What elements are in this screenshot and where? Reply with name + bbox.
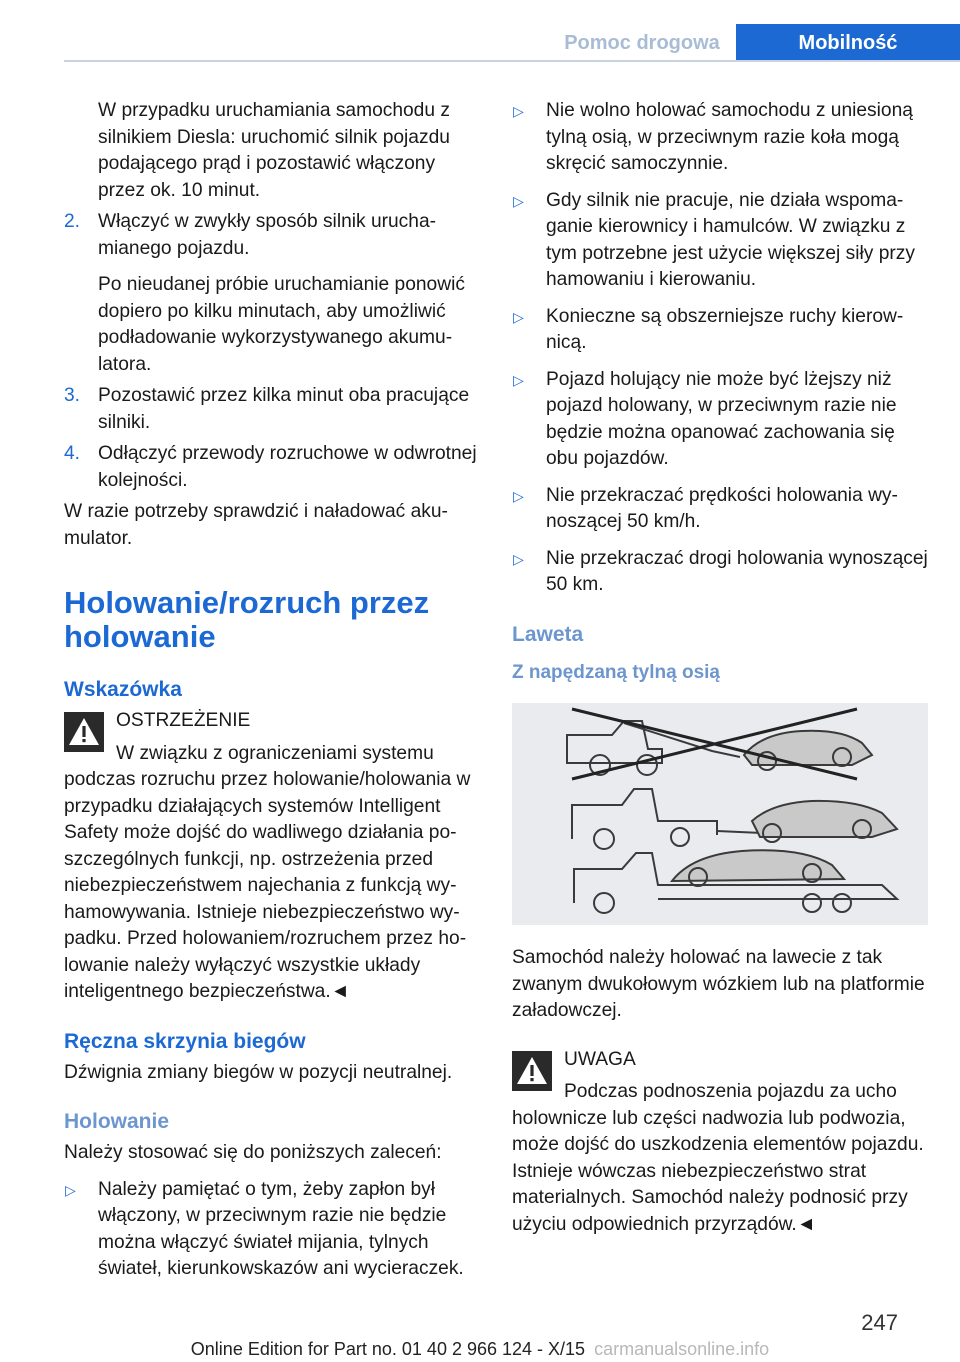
page-number: 247 <box>861 1310 898 1335</box>
bullet-text: Nie przekraczać prędkości holowania wynoszącej 50 km/h. <box>546 484 898 532</box>
bullet-triangle-icon: ▷ <box>513 371 524 388</box>
bullet-triangle-icon: ▷ <box>65 1181 76 1198</box>
towing-heading: Holowanie <box>64 1110 170 1133</box>
towing-bullet <box>512 98 928 178</box>
warning-label: OSTRZEŻENIE <box>116 710 251 731</box>
step-4 <box>64 441 480 494</box>
bullet-text: Pojazd holujący nie może być lżejszy niż pojazd holowany, w przeciwnym razie nie będzie można opanować zachowania się obu pojazdów. <box>546 368 897 469</box>
laweta-text: Samochód należy holować na lawecie z tak zwanym dwukołowym wózkiem lub na platformie załadowczej. <box>512 947 925 1021</box>
bullet-triangle-icon: ▷ <box>513 487 524 504</box>
bullet-triangle-icon: ▷ <box>513 192 524 209</box>
caution-first-line: Podczas podnoszenia pojazdu za ucho <box>564 1081 897 1102</box>
towing-bullet <box>512 546 928 599</box>
bullet-text: Nie przekraczać drogi holowania wynoszącej 50 km. <box>546 547 928 595</box>
after-steps-text: W razie potrzeby sprawdzić i naładować akumulator. <box>64 501 448 549</box>
bullet-text: Gdy silnik nie pracuje, nie działa wspomaganie kierownicy i hamulców. W związku z tym potrzebne jest użycie większej siły przy hamowaniu i kierowaniu. <box>546 189 915 290</box>
intro-text: W przypadku uruchamiania samochodu z silnikiem Diesla: uruchomić silnik pojazdu podającego prąd i pozostawić włączony przez ok. 10 minut. <box>98 100 450 201</box>
step-text: Pozostawić przez kilka minut oba pracujące silniki. <box>98 385 470 433</box>
header-section: Pomoc drogowa <box>564 32 720 54</box>
warning-icon <box>64 712 104 752</box>
sub-heading: Z napędzaną tylną osią <box>512 661 720 683</box>
note-heading: Wskazówka <box>64 678 182 701</box>
right-column <box>512 98 928 1238</box>
step-number: 4. <box>64 443 81 464</box>
caution-text: holownicze lub części nadwozia lub podwozia, może dojść do uszkodzenia elementów pojazdu. Istnieje wówczas niebezpieczeństwo strat materialnych. Samochód należy podnosić przy użyciu odpowiednich przyrządów.◄ <box>512 1107 924 1235</box>
bullet-text: Należy pamiętać o tym, żeby zapłon był włączony, w przeciwnym razie nie będzie można włączyć świateł mijania, tylnych świateł, kierunkowskazów ani wycieraczek. <box>98 1178 464 1279</box>
step-3 <box>64 383 480 436</box>
footer-edition <box>0 1338 960 1360</box>
bullet-text: Nie wolno holować samochodu z uniesioną tylną osią, w przeciwnym razie koła mogą skręcić samoczynnie. <box>546 100 913 174</box>
step-number: 2. <box>64 211 81 232</box>
left-column <box>64 98 480 1283</box>
towing-bullet <box>512 304 928 357</box>
header-rule <box>64 60 960 62</box>
laweta-heading: Laweta <box>512 622 584 646</box>
bullet-triangle-icon: ▷ <box>513 103 524 119</box>
edition-text: Online Edition for Part no. 01 40 2 966 124 - X/15 <box>190 1339 586 1359</box>
header-tab: Mobilność <box>736 24 960 62</box>
towing-bullet <box>512 367 928 473</box>
section-title: Holowanie/rozruch przez holowanie <box>64 585 430 654</box>
bullet-triangle-icon: ▷ <box>513 308 524 325</box>
warning-first-line: W związku z ograniczeniami systemu <box>116 742 434 764</box>
step-text: Odłączyć przewody rozruchowe w odwrotnej kolejności. <box>98 443 477 491</box>
step-text: Włączyć w zwykły sposób silnik uruchamianego pojazdu. <box>98 211 437 259</box>
bullet-triangle-icon: ▷ <box>513 550 524 567</box>
bullet-text: Konieczne są obszerniejsze ruchy kierownicą. <box>546 305 904 353</box>
step-note: Po nieudanej próbie uruchamianie ponowić dopiero po kilku minutach, aby umożliwić podładowanie wykorzystywanego akumulatora. <box>98 274 465 375</box>
towing-bullet <box>512 188 928 294</box>
step-number: 3. <box>64 385 81 406</box>
caution-label: UWAGA <box>564 1048 636 1070</box>
towing-bullet <box>512 483 928 536</box>
warning-text: podczas rozruchu przez holowanie/holowania w przypadku działających systemów Intelligent Safety może dojść do wadliwego działania poszczególnych funkcji, np. ostrzeżenia przed niebezpieczeństwem najechania z funkcją wyhamowywania. Istnieje niebezpieczeństwo wypadku. Przed holowaniem/rozruchem przez holowanie należy wyłączyć wszystkie układy inteligentnego bezpieczeństwa.◄ <box>64 769 471 1002</box>
warning-icon <box>512 1051 552 1091</box>
towing-intro: Należy stosować się do poniższych zaleceń: <box>64 1142 442 1163</box>
manual-gearbox-heading: Ręczna skrzynia biegów <box>64 1029 306 1053</box>
step-2 <box>64 209 480 378</box>
tow-truck-illustration <box>512 703 928 925</box>
warning-box <box>64 708 480 1006</box>
watermark: carmanualsonline.info <box>594 1339 770 1359</box>
towing-bullet <box>64 1177 480 1283</box>
caution-box <box>512 1047 928 1239</box>
manual-gearbox-text: Dźwignia zmiany biegów w pozycji neutralnej. <box>64 1061 453 1083</box>
